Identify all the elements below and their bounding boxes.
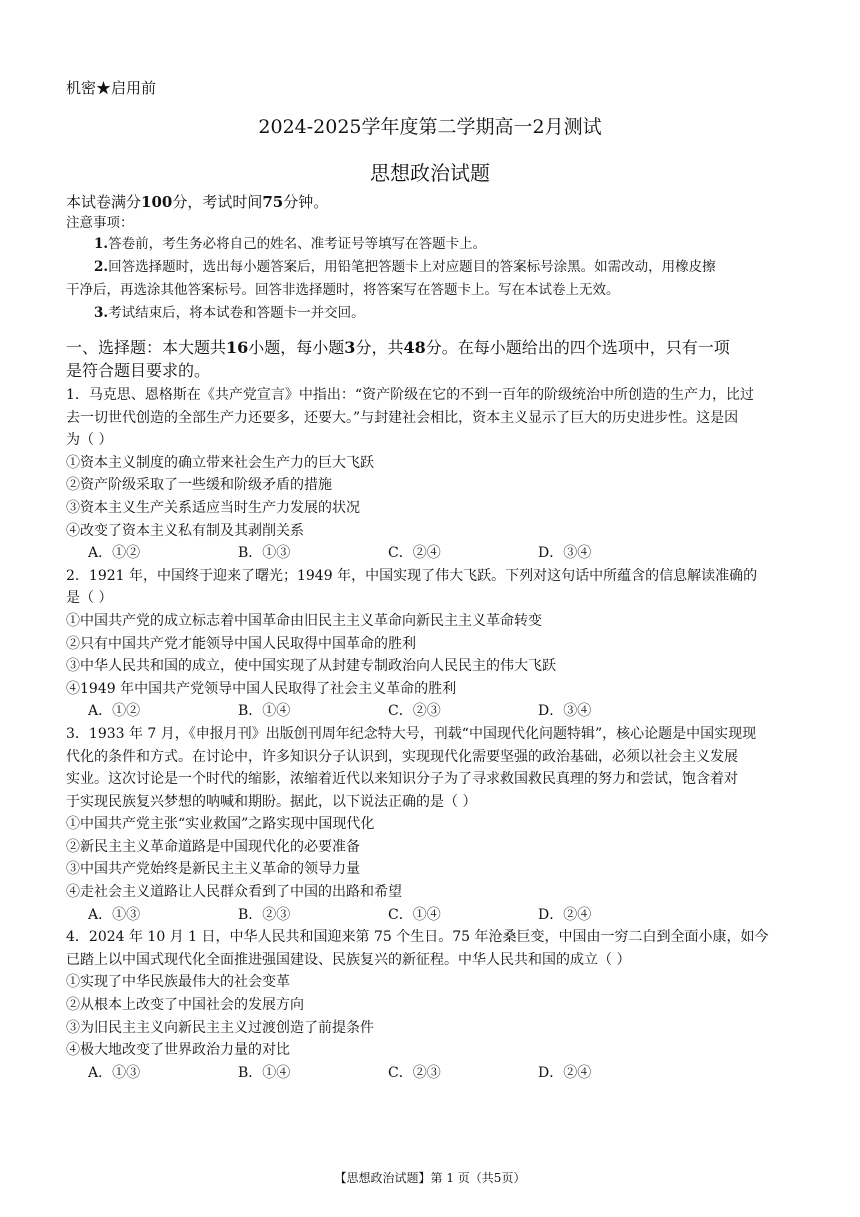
option-b[interactable]: B．①④ bbox=[238, 703, 291, 720]
section-text: 分。在每小题给出的四个选项中，只有一项 bbox=[425, 338, 730, 357]
notice-item bbox=[66, 256, 806, 279]
notice-text: 回答选择题时，选出每小题答案后，用铅笔把答题卡上对应题目的答案标号涂黑。如需改动，用橡皮擦 bbox=[108, 259, 716, 275]
answer-options bbox=[66, 1062, 806, 1085]
question-stem: 3．1933 年 7 月，《申报月刊》出版创刊周年纪念特大号，刊载“中国现代化问题特辑”，核心论题是中国实现现 bbox=[66, 725, 757, 742]
option-b[interactable]: B．①③ bbox=[238, 545, 291, 562]
section-text: 一、选择题：本大题共 bbox=[66, 338, 227, 357]
notice-item bbox=[66, 233, 806, 256]
notice-text: 答卷前，考生务必将自己的姓名、准考证号等填写在答题卡上。 bbox=[108, 236, 487, 252]
question-item: ①实现了中华民族最伟大的社会变革 bbox=[66, 974, 290, 991]
score-total: 100 bbox=[141, 193, 173, 211]
section-each: 3 bbox=[344, 338, 356, 357]
answer-options bbox=[66, 542, 806, 565]
subject-title: 思想政治试题 bbox=[370, 161, 490, 185]
question-stem: 2．1921 年，中国终于迎来了曙光；1949 年，中国实现了伟大飞跃。下列对这句话中所蕴含的信息解读准确的 bbox=[66, 567, 758, 584]
question-4 bbox=[66, 926, 806, 1084]
notice-label: 注意事项： bbox=[66, 215, 134, 231]
question-item: ③资本主义生产关系适应当时生产力发展的状况 bbox=[66, 499, 360, 516]
notice-text: 考试结束后，将本试卷和答题卡一并交回。 bbox=[108, 305, 365, 321]
question-item: ③中国共产党始终是新民主主义革命的领导力量 bbox=[66, 861, 360, 878]
score-info bbox=[66, 191, 806, 213]
section-text: 小题，每小题 bbox=[248, 338, 345, 357]
question-item: ②只有中国共产党才能领导中国人民取得中国革命的胜利 bbox=[66, 635, 416, 652]
section-heading bbox=[66, 336, 806, 382]
answer-options bbox=[66, 904, 806, 927]
question-2 bbox=[66, 565, 806, 723]
option-d[interactable]: D．②④ bbox=[538, 1064, 592, 1081]
question-stem: 代化的条件和方式。在讨论中，许多知识分子认识到，实现现代化需要坚强的政治基础，必须以社会主义发展 bbox=[66, 748, 738, 765]
notice-item bbox=[66, 279, 806, 302]
question-item: ④1949 年中国共产党领导中国人民取得了社会主义革命的胜利 bbox=[66, 680, 457, 697]
question-stem: 为（ ） bbox=[66, 432, 113, 449]
question-item: ④改变了资本主义私有制及其剥削关系 bbox=[66, 522, 304, 539]
question-1 bbox=[66, 384, 806, 565]
option-c[interactable]: C．②③ bbox=[388, 1064, 441, 1081]
option-c[interactable]: C．②③ bbox=[388, 703, 441, 720]
question-item: ④走社会主义道路让人民群众看到了中国的出路和希望 bbox=[66, 884, 402, 901]
question-3 bbox=[66, 723, 806, 926]
option-a[interactable]: A．①③ bbox=[88, 906, 141, 923]
notice-num: 2. bbox=[94, 259, 109, 275]
confidential-mark: 机密★启用前 bbox=[66, 79, 157, 97]
option-d[interactable]: D．③④ bbox=[538, 545, 592, 562]
notice-item bbox=[66, 302, 806, 325]
option-b[interactable]: B．②③ bbox=[238, 906, 291, 923]
question-item: ①中国共产党主张“实业救国”之路实现中国现代化 bbox=[66, 816, 375, 833]
question-stem: 去一切世代创造的全部生产力还要多，还要大。”与封建社会相比，资本主义显示了巨大的历史进步性。这是因 bbox=[66, 409, 739, 426]
section-text: 分，共 bbox=[355, 338, 404, 357]
question-item: ②资产阶级采取了一些缓和阶级矛盾的措施 bbox=[66, 477, 332, 494]
question-item: ③中华人民共和国的成立，使中国实现了从封建专制政治向人民民主的伟大飞跃 bbox=[66, 658, 556, 675]
notice-num: 1. bbox=[94, 236, 109, 252]
time-limit: 75 bbox=[262, 193, 284, 211]
question-stem: 4．2024 年 10 月 1 日，中华人民共和国迎来第 75 个生日。75 年沧桑巨变，中国由一穷二白到全面小康，如今 bbox=[66, 929, 769, 946]
option-c[interactable]: C．②④ bbox=[388, 545, 441, 562]
page-footer: 【思想政治试题】第 1 页（共5页） bbox=[334, 1171, 526, 1185]
option-c[interactable]: C．①④ bbox=[388, 906, 441, 923]
question-item: ②新民主主义革命道路是中国现代化的必要准备 bbox=[66, 838, 360, 855]
question-item: ①资本主义制度的确立带来社会生产力的巨大飞跃 bbox=[66, 454, 374, 471]
option-a[interactable]: A．①② bbox=[88, 703, 141, 720]
option-a[interactable]: A．①② bbox=[88, 545, 141, 562]
section-total: 48 bbox=[403, 338, 426, 357]
option-a[interactable]: A．①③ bbox=[88, 1064, 141, 1081]
score-mid: 分，考试时间 bbox=[172, 193, 263, 211]
notice-text: 干净后，再选涂其他答案标号。回答非选择题时，将答案写在答题卡上。写在本试卷上无效。 bbox=[66, 282, 620, 298]
question-stem: 已踏上以中国式现代化全面推进强国建设、民族复兴的新征程。中华人民共和国的成立（ ） bbox=[66, 951, 631, 968]
question-item: ④极大地改变了世界政治力量的对比 bbox=[66, 1042, 290, 1059]
question-stem: 实业。这次讨论是一个时代的缩影，浓缩着近代以来知识分子为了寻求救国救民真理的努力和尝试，饱含着对 bbox=[66, 771, 738, 788]
section-text: 是符合题目要求的。 bbox=[66, 361, 211, 380]
option-d[interactable]: D．②④ bbox=[538, 906, 592, 923]
question-stem: 于实现民族复兴梦想的呐喊和期盼。据此，以下说法正确的是（ ） bbox=[66, 793, 477, 810]
question-item: ②从根本上改变了中国社会的发展方向 bbox=[66, 997, 304, 1014]
question-item: ①中国共产党的成立标志着中国革命由旧民主主义革命向新民主主义革命转变 bbox=[66, 612, 542, 629]
score-post: 分钟。 bbox=[283, 193, 329, 211]
score-pre: 本试卷满分 bbox=[66, 193, 142, 211]
exam-title: 2024-2025学年度第二学期高一2月测试 bbox=[258, 116, 602, 138]
question-stem: 是（ ） bbox=[66, 590, 113, 607]
exam-content bbox=[66, 191, 806, 1084]
answer-options bbox=[66, 700, 806, 723]
option-d[interactable]: D．③④ bbox=[538, 703, 592, 720]
question-stem: 1．马克思、恩格斯在《共产党宣言》中指出：“资产阶级在它的不到一百年的阶级统治中所创造的生产力，比过 bbox=[66, 387, 755, 403]
section-count: 16 bbox=[226, 338, 249, 357]
question-item: ③为旧民主主义向新民主主义过渡创造了前提条件 bbox=[66, 1019, 374, 1036]
notice-num: 3. bbox=[94, 305, 109, 321]
option-b[interactable]: B．①④ bbox=[238, 1064, 291, 1081]
